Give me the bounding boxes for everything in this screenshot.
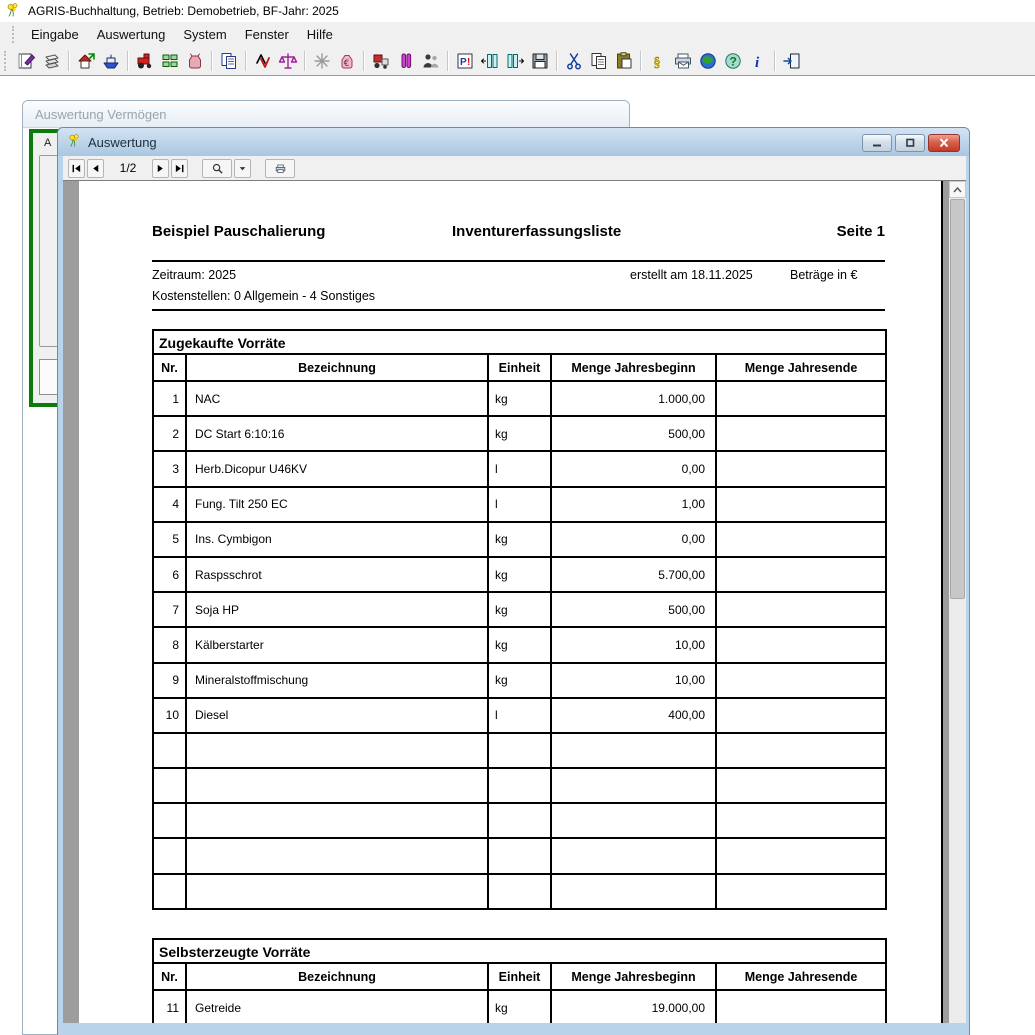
column-header: Menge Jahresende (716, 963, 886, 990)
svg-text:!: ! (466, 57, 470, 68)
table-cell: Kälberstarter (186, 627, 488, 662)
app-title: AGRIS-Buchhaltung, Betrieb: Demobetrieb, BF-Jahr: 2025 (28, 4, 339, 18)
table-cell (488, 733, 551, 768)
table-cell: 2 (153, 416, 186, 451)
toolbar-separator (363, 51, 364, 71)
globe-icon[interactable] (695, 49, 720, 74)
divider-line (152, 309, 885, 311)
zoom-dropdown-button[interactable] (234, 159, 251, 178)
table-cell (186, 803, 488, 838)
table-cell: kg (488, 592, 551, 627)
report-window-title: Auswertung (88, 134, 157, 150)
table-cell (716, 487, 886, 522)
ship-icon[interactable] (98, 49, 123, 74)
table-cell: 400,00 (551, 698, 716, 733)
report-title: Inventurerfassungsliste (452, 223, 622, 240)
table-cell: Herb.Dicopur U46KV (186, 451, 488, 486)
report-created: erstellt am 18.11.2025 (630, 268, 753, 282)
report-table (152, 938, 887, 1023)
svg-text:€: € (343, 59, 349, 69)
report-table (152, 329, 887, 910)
table-cell (716, 803, 886, 838)
table-cell: Raspsschrot (186, 557, 488, 592)
table-cell: 5 (153, 522, 186, 557)
table-cell: l (488, 487, 551, 522)
column-header: Nr. (153, 963, 186, 990)
page-indicator: 1/2 (119, 161, 137, 175)
vertical-scrollbar[interactable] (949, 181, 966, 1023)
table-cell: 500,00 (551, 592, 716, 627)
price-curve-icon[interactable] (250, 49, 275, 74)
previous-page-button[interactable] (87, 159, 104, 178)
scroll-up-button[interactable] (949, 181, 966, 198)
ledger-icon[interactable] (39, 49, 64, 74)
toolbar-separator (774, 51, 775, 71)
table-row (153, 381, 886, 416)
paragraph-icon[interactable] (645, 49, 670, 74)
table-cell (488, 768, 551, 803)
table-cell (716, 416, 886, 451)
print-mail-icon[interactable] (670, 49, 695, 74)
table-row (153, 803, 886, 838)
divider-line (152, 260, 885, 262)
column-header: Einheit (488, 354, 551, 381)
table-row (153, 733, 886, 768)
report-viewport (63, 181, 966, 1023)
minimize-button[interactable] (862, 134, 892, 152)
scrollbar-thumb[interactable] (950, 199, 965, 599)
svg-text:?: ? (729, 54, 737, 69)
column-header: Menge Jahresbeginn (551, 963, 716, 990)
report-kostenstellen: Kostenstellen: 0 Allgemein - 4 Sonstiges (152, 289, 376, 303)
protocol-icon[interactable] (452, 49, 477, 74)
table-cell (716, 627, 886, 662)
window-controls (862, 134, 960, 152)
main-toolbar (0, 47, 1035, 76)
journal-icon[interactable] (14, 49, 39, 74)
toolbar-separator (304, 51, 305, 71)
info-icon[interactable] (745, 49, 770, 74)
columns-in-icon[interactable] (477, 49, 502, 74)
table-cell (716, 768, 886, 803)
print-button[interactable] (265, 159, 295, 178)
column-header: Nr. (153, 354, 186, 381)
save-icon[interactable] (527, 49, 552, 74)
table-cell (551, 733, 716, 768)
table-cell: 0,00 (551, 451, 716, 486)
report-window-titlebar[interactable] (58, 128, 969, 156)
table-title: Zugekaufte Vorräte (153, 330, 886, 354)
table-cell: 1 (153, 381, 186, 416)
next-page-button[interactable] (152, 159, 169, 178)
copy-pages-icon[interactable] (216, 49, 241, 74)
table-cell (153, 803, 186, 838)
table-cell (716, 733, 886, 768)
tubes-icon[interactable] (393, 49, 418, 74)
column-header: Menge Jahresbeginn (551, 354, 716, 381)
scales-icon[interactable] (275, 49, 300, 74)
menu-item-hilfe[interactable]: Hilfe (306, 27, 333, 42)
table-cell: Mineralstoffmischung (186, 663, 488, 698)
table-row (153, 451, 886, 486)
column-header: Menge Jahresende (716, 354, 886, 381)
table-row (153, 990, 886, 1023)
table-cell: 10,00 (551, 663, 716, 698)
table-cell (153, 874, 186, 909)
table-row (153, 768, 886, 803)
table-cell: kg (488, 416, 551, 451)
svg-text:§: § (653, 55, 660, 71)
table-cell: Fung. Tilt 250 EC (186, 487, 488, 522)
bg-window-titlebar[interactable] (23, 101, 629, 128)
menu-item-eingabe[interactable]: Eingabe (31, 27, 79, 42)
table-cell (551, 838, 716, 873)
table-row (153, 557, 886, 592)
table-cell: 4 (153, 487, 186, 522)
table-row (153, 874, 886, 909)
window-flower-icon (67, 133, 82, 151)
svg-text:i: i (754, 55, 759, 71)
table-cell: Diesel (186, 698, 488, 733)
toolbar-separator (127, 51, 128, 71)
table-cell: 19.000,00 (551, 990, 716, 1023)
table-row (153, 838, 886, 873)
table-cell: l (488, 451, 551, 486)
toolbar-separator (68, 51, 69, 71)
table-cell: 9 (153, 663, 186, 698)
stock-icon[interactable] (368, 49, 393, 74)
cut-icon[interactable] (561, 49, 586, 74)
menu-item-auswertung[interactable]: Auswertung (96, 27, 166, 42)
table-cell: Soja HP (186, 592, 488, 627)
last-page-button[interactable] (171, 159, 188, 178)
report-navbar (63, 156, 966, 181)
toolbar-separator (245, 51, 246, 71)
plots-icon[interactable] (157, 49, 182, 74)
table-cell: kg (488, 990, 551, 1023)
table-cell (488, 838, 551, 873)
table-cell: 10 (153, 698, 186, 733)
sack-icon[interactable] (182, 49, 207, 74)
table-cell (716, 592, 886, 627)
table-cell (716, 557, 886, 592)
toolbar-separator (640, 51, 641, 71)
table-cell: 6 (153, 557, 186, 592)
table-cell: kg (488, 557, 551, 592)
menu-item-system[interactable]: System (183, 27, 227, 42)
table-row (153, 627, 886, 662)
table-row (153, 663, 886, 698)
table-cell: kg (488, 522, 551, 557)
toolbar-separator (447, 51, 448, 71)
report-page (79, 181, 943, 1023)
table-cell (716, 381, 886, 416)
clipped-label: A (44, 137, 52, 149)
table-cell: 5.700,00 (551, 557, 716, 592)
table-cell: Getreide (186, 990, 488, 1023)
table-cell: kg (488, 381, 551, 416)
table-cell (153, 838, 186, 873)
columns-out-icon[interactable] (502, 49, 527, 74)
table-row (153, 487, 886, 522)
table-cell (716, 522, 886, 557)
report-page-label: Seite 1 (836, 223, 885, 240)
table-cell (488, 874, 551, 909)
table-cell (153, 768, 186, 803)
table-cell: 7 (153, 592, 186, 627)
menu-grip (12, 26, 16, 44)
table-cell: 1.000,00 (551, 381, 716, 416)
column-header: Einheit (488, 963, 551, 990)
close-button[interactable] (928, 134, 960, 152)
toolbar-separator (556, 51, 557, 71)
table-cell: 1,00 (551, 487, 716, 522)
tractor-icon[interactable] (132, 49, 157, 74)
table-cell: l (488, 698, 551, 733)
table-cell (186, 733, 488, 768)
table-cell (186, 838, 488, 873)
table-row (153, 416, 886, 451)
table-cell (716, 698, 886, 733)
column-header: Bezeichnung (186, 354, 488, 381)
maximize-button[interactable] (895, 134, 925, 152)
table-cell: 500,00 (551, 416, 716, 451)
toolbar-grip (4, 51, 8, 71)
table-cell (153, 733, 186, 768)
table-title: Selbsterzeugte Vorräte (153, 939, 886, 963)
column-header: Bezeichnung (186, 963, 488, 990)
table-cell: NAC (186, 381, 488, 416)
table-cell: 10,00 (551, 627, 716, 662)
snowflake-icon[interactable] (309, 49, 334, 74)
report-zeitraum: Zeitraum: 2025 (152, 268, 237, 282)
menu-bar (0, 22, 1035, 47)
svg-text:P: P (459, 57, 467, 68)
table-cell (716, 838, 886, 873)
exit-icon[interactable] (779, 49, 804, 74)
table-row (153, 592, 886, 627)
toolbar-separator (211, 51, 212, 71)
table-cell (488, 803, 551, 838)
menu-item-fenster[interactable]: Fenster (244, 27, 289, 42)
table-cell (716, 874, 886, 909)
table-cell: 11 (153, 990, 186, 1023)
table-row (153, 522, 886, 557)
table-cell (186, 768, 488, 803)
report-company: Beispiel Pauschalierung (152, 223, 326, 240)
table-cell: Ins. Cymbigon (186, 522, 488, 557)
zoom-button[interactable] (202, 159, 232, 178)
table-cell (551, 803, 716, 838)
paste-icon[interactable] (611, 49, 636, 74)
app-titlebar[interactable] (0, 0, 1035, 22)
table-cell: 3 (153, 451, 186, 486)
table-cell: kg (488, 627, 551, 662)
app-flower-icon (5, 2, 21, 21)
money-bag-icon[interactable] (334, 49, 359, 74)
table-cell (186, 874, 488, 909)
report-currency-note: Beträge in € (790, 268, 858, 282)
table-cell: 8 (153, 627, 186, 662)
copy-icon[interactable] (586, 49, 611, 74)
first-page-button[interactable] (68, 159, 85, 178)
bg-window-title: Auswertung Vermögen (35, 106, 167, 122)
globe-help-icon[interactable] (720, 49, 745, 74)
table-cell: kg (488, 663, 551, 698)
table-cell (551, 874, 716, 909)
table-cell (716, 990, 886, 1023)
window-auswertung[interactable] (57, 127, 970, 1035)
table-cell (716, 451, 886, 486)
persons-icon[interactable] (418, 49, 443, 74)
table-cell (551, 768, 716, 803)
table-cell: 0,00 (551, 522, 716, 557)
table-cell: DC Start 6:10:16 (186, 416, 488, 451)
table-cell (716, 663, 886, 698)
farm-icon[interactable] (73, 49, 98, 74)
table-row (153, 698, 886, 733)
